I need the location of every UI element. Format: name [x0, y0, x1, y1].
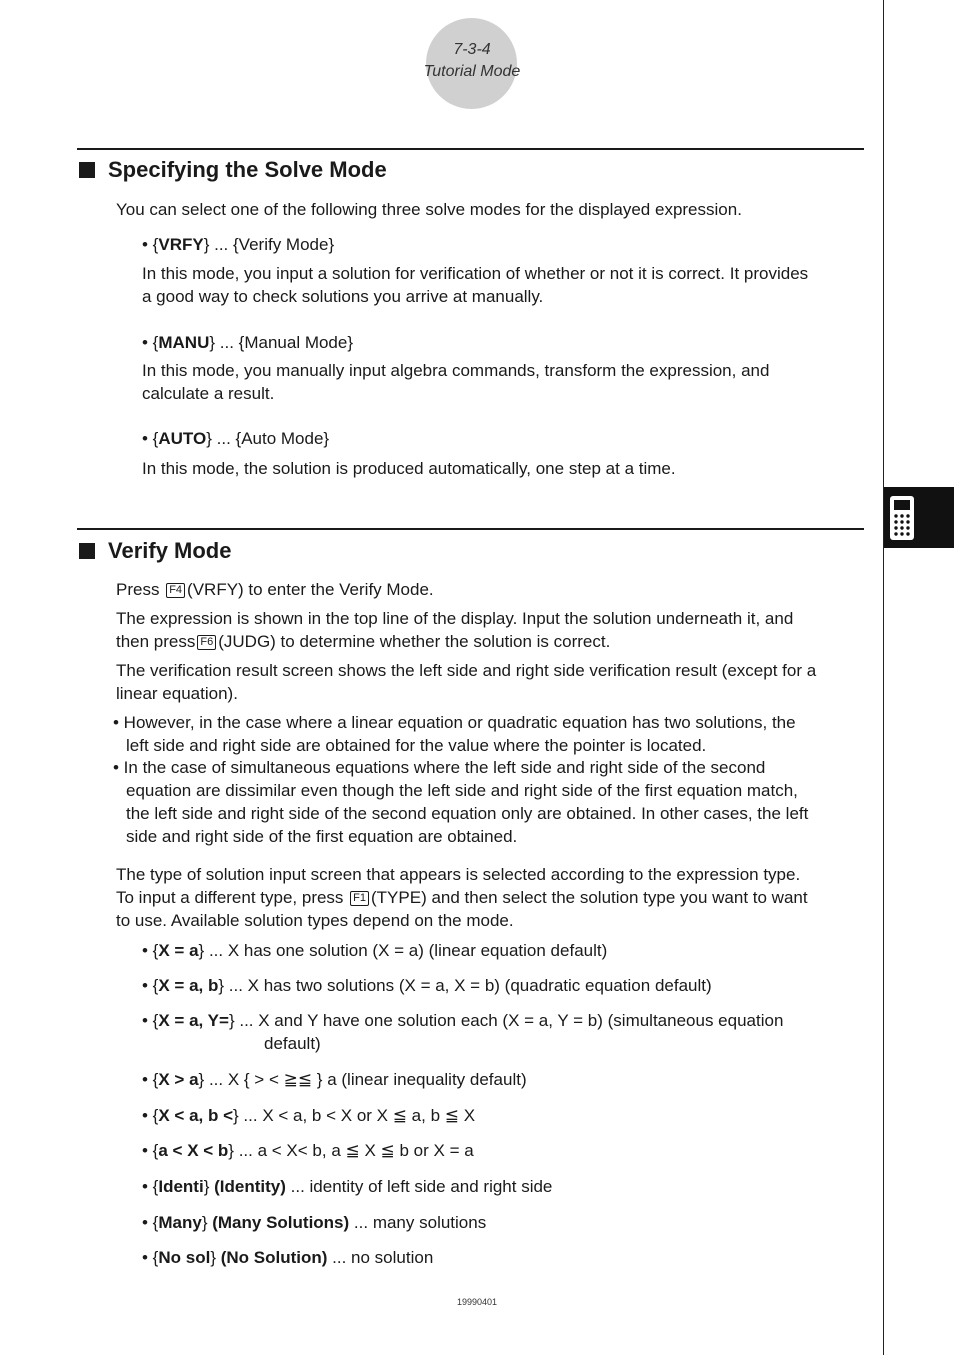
bullet-text: left side and right side are obtained for the value where the pointer is located. — [126, 736, 707, 755]
section-rule — [77, 528, 864, 530]
paragraph: The expression is shown in the top line of the display. Input the solution underneath it, and — [116, 609, 794, 628]
paragraph: to use. Available solution types depend on the mode. — [116, 911, 514, 930]
bullet-text: • In the case of simultaneous equations where the left side and right side of the second — [113, 758, 766, 777]
section-heading: Verify Mode — [79, 538, 231, 564]
bullet-text: the left side and right side of the second equation only are obtained. In other cases, the left — [126, 804, 809, 823]
bullet-text: • However, in the case where a linear equation or quadratic equation has two solutions, the — [113, 713, 796, 732]
solution-type-item: • {X = a, Y=} ... X and Y have one solution each (X = a, Y = b) (simultaneous equation — [142, 1011, 784, 1030]
bullet-text: equation are dissimilar even though the left side and right side of the first equation match, — [126, 781, 798, 800]
mode-item-auto: • {AUTO} ... {Auto Mode} — [142, 429, 330, 448]
paragraph: a good way to check solutions you arrive at manually. — [142, 287, 544, 306]
solution-type-item: • {No sol} (No Solution) ... no solution — [142, 1248, 434, 1267]
page-edge-line — [883, 0, 884, 1355]
section-rule — [77, 148, 864, 150]
footer-code: 19990401 — [456, 1297, 498, 1307]
paragraph: Press F4 (VRFY) to enter the Verify Mode. — [116, 580, 434, 599]
paragraph: linear equation). — [116, 684, 238, 703]
paragraph: In this mode, you input a solution for verification of whether or not it is correct. It provides — [142, 264, 809, 283]
solution-type-item: • {Identi} (Identity) ... identity of left side and right side — [142, 1177, 553, 1196]
solution-type-item: • {a < X < b} ... a < X< b, a ≦ X ≦ b or X = a — [142, 1141, 474, 1160]
paragraph: then press F6 (JUDG) to determine whether the solution is correct. — [116, 632, 611, 651]
page-number: 7-3-4 — [453, 41, 491, 58]
paragraph: You can select one of the following three solve modes for the displayed expression. — [116, 200, 742, 219]
calculator-icon — [889, 495, 915, 541]
solution-type-item: • {Many} (Many Solutions) ... many solutions — [142, 1213, 487, 1232]
solution-type-item: • {X = a} ... X has one solution (X = a) (linear equation default) — [142, 941, 608, 960]
solution-type-item: • {X > a} ... X { > < ≧≦ } a (linear inequality default) — [142, 1070, 527, 1089]
paragraph: The verification result screen shows the left side and right side verification result (except for a — [116, 661, 817, 680]
paragraph: calculate a result. — [142, 384, 275, 403]
f1-key: F1 — [350, 891, 369, 906]
mode-item-vrfy: • {VRFY} ... {Verify Mode} — [142, 235, 335, 254]
f6-key: F6 — [197, 635, 216, 650]
paragraph: To input a different type, press F1 (TYPE) and then select the solution type you want to want — [116, 888, 808, 907]
solution-type-item: • {X = a, b} ... X has two solutions (X = a, X = b) (quadratic equation default) — [142, 976, 712, 995]
section-heading: Specifying the Solve Mode — [79, 157, 387, 183]
paragraph: In this mode, the solution is produced automatically, one step at a time. — [142, 459, 676, 478]
paragraph: In this mode, you manually input algebra commands, transform the expression, and — [142, 361, 770, 380]
solution-type-item-cont: default) — [264, 1034, 321, 1053]
square-bullet-icon — [79, 162, 95, 178]
square-bullet-icon — [79, 543, 95, 559]
solution-type-item: • {X < a, b <} ... X < a, b < X or X ≦ a, b ≦ X — [142, 1106, 476, 1125]
mode-item-manu: • {MANU} ... {Manual Mode} — [142, 333, 354, 352]
chapter-title: Tutorial Mode — [423, 63, 521, 80]
chapter-tab — [884, 487, 954, 548]
bullet-text: side and right side of the first equation are obtained. — [126, 827, 518, 846]
paragraph: The type of solution input screen that appears is selected according to the expression type. — [116, 865, 801, 884]
f4-key: F4 — [166, 583, 185, 598]
